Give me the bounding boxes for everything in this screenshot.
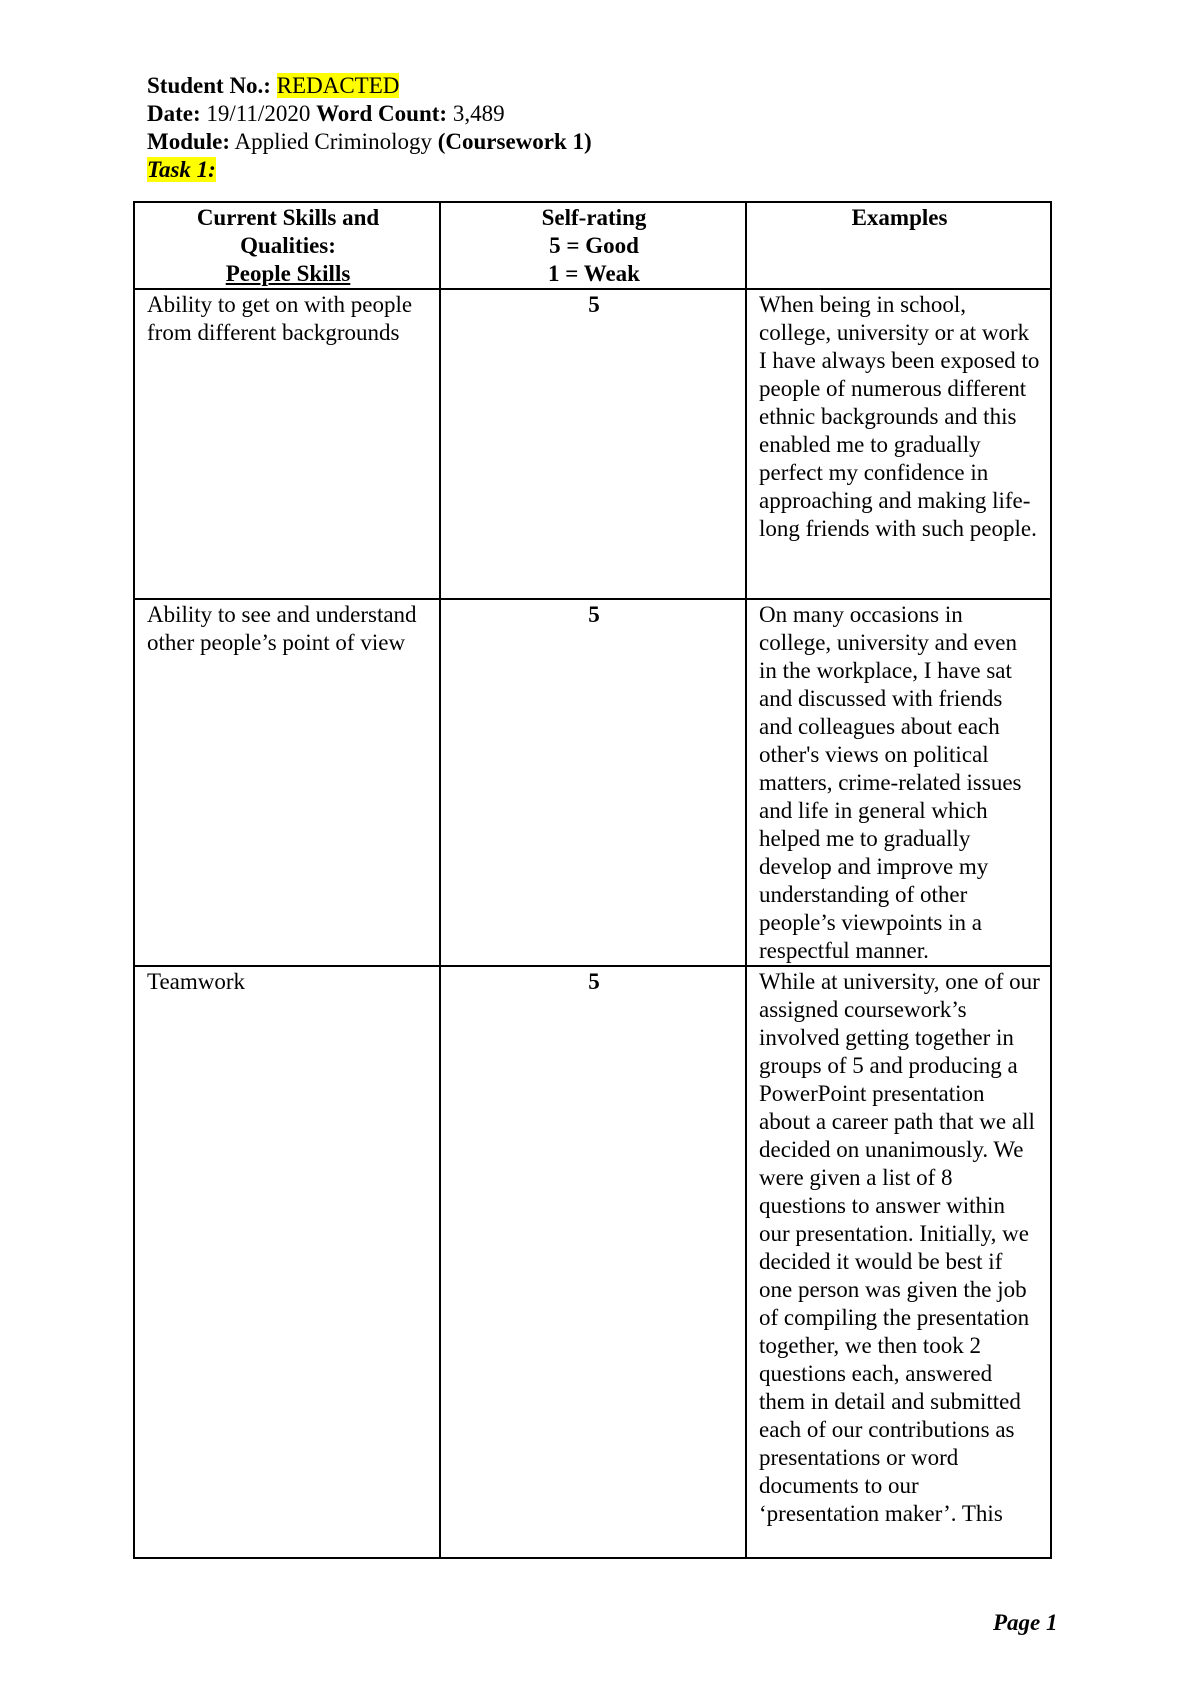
task-label: Task 1: [147,157,216,182]
rating-cell: 5 [440,289,746,599]
rating-cell: 5 [440,599,746,966]
module-line [147,128,592,156]
table-header-row [134,202,1051,289]
document-header [147,72,592,184]
word-count-label: Word Count: [316,101,448,126]
skill-cell: Ability to get on with people from different backgrounds [134,289,440,599]
table-row [134,599,1051,966]
example-cell: When being in school, college, university or at work I have always been exposed to people of numerous different ethnic backgrounds and this enabled me to gradually perfect my confidence in approaching and making life-long friends with such people. [746,289,1051,599]
task-line [147,156,592,184]
header-self-rating [440,202,746,289]
header-skills-line3: People Skills [225,261,351,286]
rating-cell: 5 [440,966,746,1558]
page-number: Page 1 [993,1610,1058,1635]
skill-cell: Teamwork [134,966,440,1558]
header-examples [746,202,1051,289]
header-rating-line1: Self-rating [541,205,647,230]
header-skills-line1: Current Skills and [196,205,380,230]
header-rating-line2: 5 = Good [549,233,639,258]
skill-cell: Ability to see and understand other people’s point of view [134,599,440,966]
skills-table [133,201,1052,1559]
example-cell: On many occasions in college, university and even in the workplace, I have sat and discussed with friends and colleagues about each other's views on political matters, crime-related issues and life in general which helped me to gradually develop and improve my understanding of other people’s viewpoints in a respectful manner. [746,599,1051,966]
header-examples-label: Examples [851,205,948,230]
example-cell: While at university, one of our assigned coursework’s involved getting together in groups of 5 and producing a PowerPoint presentation about a career path that we all decided on unanimously. We were given a list of 8 questions to answer within our presentation. Initially, we decided it would be best if one person was given the job of compiling the presentation together, we then took 2 questions each, answered them in detail and submitted each of our contributions as presentations or word documents to our ‘presentation maker’. This [746,966,1051,1558]
header-rating-line3: 1 = Weak [548,261,640,286]
student-number-value: REDACTED [276,73,400,98]
module-label: Module: [147,129,231,154]
date-line [147,100,592,128]
table-row [134,289,1051,599]
header-skills [134,202,440,289]
table-row [134,966,1051,1558]
date-value: 19/11/2020 [206,101,311,126]
date-label: Date: [147,101,201,126]
word-count-value: 3,489 [452,101,505,126]
student-number-label: Student No.: [147,73,271,98]
module-value: Applied Criminology [234,129,432,154]
header-skills-line2: Qualities: [240,233,336,258]
coursework-label: (Coursework 1) [437,129,592,154]
student-number-line [147,72,592,100]
